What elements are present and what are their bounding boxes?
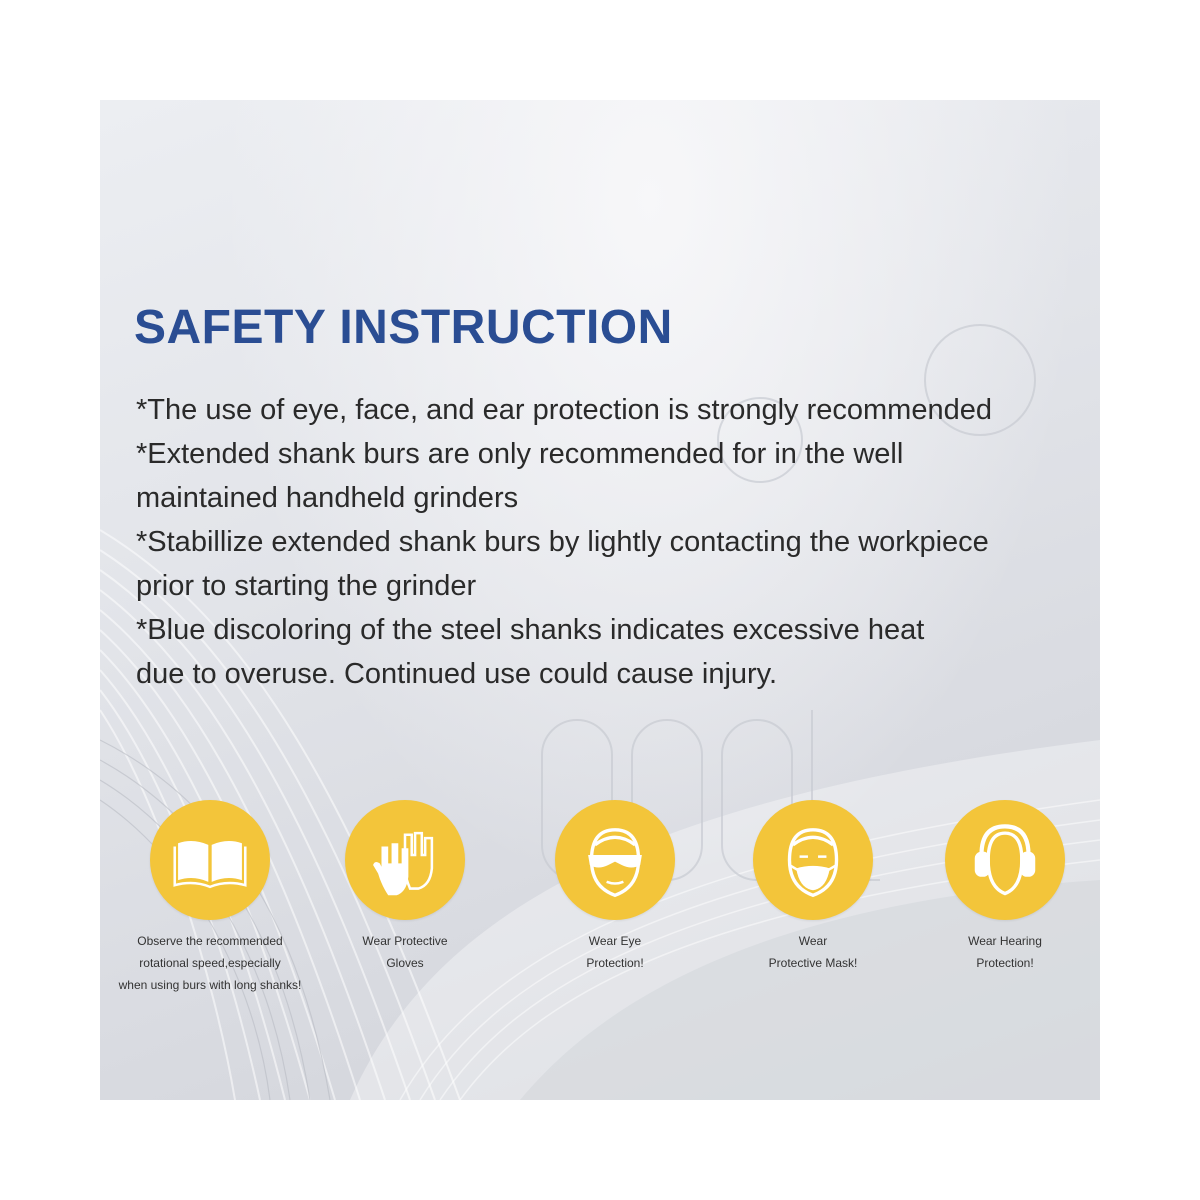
instruction-item: *Extended shank burs are only recommended for in the well maintained handheld grinders bbox=[136, 438, 904, 514]
safety-item-gloves bbox=[295, 800, 515, 974]
safety-panel bbox=[100, 100, 1100, 1100]
safety-icon-row bbox=[100, 800, 1100, 1000]
safety-item-hearing bbox=[895, 800, 1100, 974]
safety-caption: Wear Protective Gloves bbox=[362, 934, 448, 970]
safety-item-eye bbox=[505, 800, 725, 974]
safety-item-speed bbox=[100, 800, 320, 996]
safety-item-mask bbox=[703, 800, 923, 974]
page-title: SAFETY INSTRUCTION bbox=[134, 301, 673, 354]
instruction-item: *Stabillize extended shank burs by lightly contacting the workpiece prior to starting the grinder bbox=[136, 526, 989, 602]
ear-muffs-icon bbox=[945, 800, 1065, 920]
instruction-list bbox=[136, 388, 1076, 696]
instruction-item: *Blue discoloring of the steel shanks indicates excessive heat due to overuse. Continued use could cause injury. bbox=[136, 614, 925, 690]
safety-caption: Wear Hearing Protection! bbox=[968, 934, 1042, 970]
instruction-item: *The use of eye, face, and ear protection is strongly recommended bbox=[136, 394, 992, 426]
safety-caption: Observe the recommended rotational speed,especially when using burs with long shanks! bbox=[118, 934, 302, 992]
open-book-icon bbox=[150, 800, 270, 920]
safety-caption: Wear Eye Protection! bbox=[586, 934, 644, 970]
face-mask-icon bbox=[753, 800, 873, 920]
gloves-icon bbox=[345, 800, 465, 920]
safety-glasses-icon bbox=[555, 800, 675, 920]
safety-caption: Wear Protective Mask! bbox=[768, 934, 858, 970]
